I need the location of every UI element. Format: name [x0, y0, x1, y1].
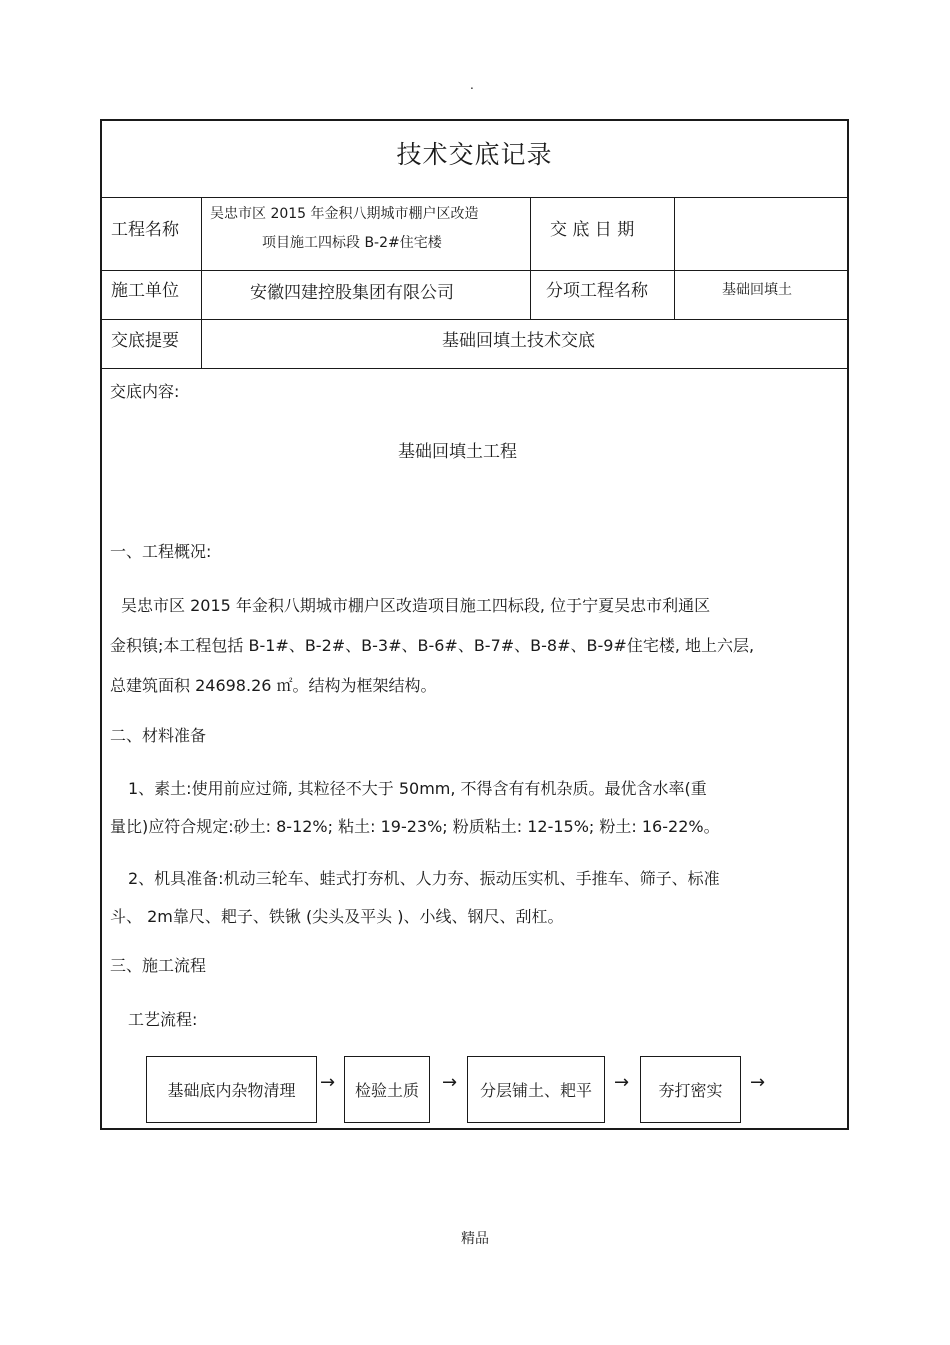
section-1-line2: 金积镇;本工程包括 B-1#、B-2#、B-3#、B-6#、B-7#、B-8#、B-9#住宅楼, 地上六层,: [110, 636, 755, 655]
content-heading: 基础回填土工程: [398, 442, 517, 462]
contractor-label: 施工单位: [111, 281, 179, 301]
section-3-title: 三、施工流程: [110, 956, 207, 975]
page-footer: 精品: [461, 1231, 489, 1247]
project-name-line2: 项目施工四标段 B-2#住宅楼: [262, 235, 442, 251]
section-2-para1-line1: 1、素土:使用前应过筛, 其粒径不大于 50mm, 不得含有有机杂质。最优含水率(重: [128, 779, 707, 798]
col-divider: [530, 197, 531, 319]
project-name-line1: 吴忠市区 2015 年金积八期城市棚户区改造: [210, 206, 479, 222]
content-label: 交底内容:: [110, 382, 180, 401]
col-divider: [201, 197, 202, 368]
flow-step-layered-spreading: 分层铺土、耙平: [467, 1056, 605, 1123]
col-divider: [674, 197, 675, 319]
flow-label: 工艺流程:: [128, 1010, 198, 1029]
sub-project-value: 基础回填土: [722, 282, 792, 298]
contractor-value: 安徽四建控股集团有限公司: [250, 283, 454, 303]
flow-arrow: →: [442, 1072, 458, 1093]
flow-arrow: →: [320, 1072, 336, 1093]
flow-step-soil-inspection: 检验土质: [344, 1056, 430, 1123]
row-divider: [102, 197, 847, 198]
row-divider: [102, 270, 847, 271]
flow-arrow: →: [750, 1072, 766, 1093]
section-1-title: 一、工程概况:: [110, 542, 212, 561]
row-divider: [102, 368, 847, 369]
page-mark: .: [470, 78, 474, 92]
section-2-para2-line2: 斗、 2m靠尺、耙子、铁锹 (尖头及平头 )、小线、钢尺、刮杠。: [110, 907, 564, 926]
flow-step-compaction: 夯打密实: [640, 1056, 741, 1123]
flow-arrow: →: [614, 1072, 630, 1093]
section-2-para2-line1: 2、机具准备:机动三轮车、蛙式打夯机、人力夯、振动压实机、手推车、筛子、标准: [128, 869, 720, 888]
summary-value: 基础回填土技术交底: [442, 331, 595, 351]
summary-label: 交底提要: [111, 331, 179, 351]
document-title: 技术交底记录: [396, 140, 553, 169]
section-1-line3: 总建筑面积 24698.26 ㎡。结构为框架结构。: [110, 676, 437, 695]
sub-project-label: 分项工程名称: [546, 281, 648, 301]
section-2-para1-line2: 量比)应符合规定:砂土: 8-12%; 粘土: 19-23%; 粉质粘土: 12-15%; 粉土: 16-22%。: [110, 817, 720, 836]
date-label: 交 底 日 期: [550, 220, 635, 240]
section-2-title: 二、材料准备: [110, 726, 207, 745]
row-divider: [102, 319, 847, 320]
flow-step-debris-clearing: 基础底内杂物清理: [146, 1056, 317, 1123]
project-name-label: 工程名称: [111, 220, 179, 240]
section-1-line1: 吴忠市区 2015 年金积八期城市棚户区改造项目施工四标段, 位于宁夏吴忠市利通区: [121, 596, 711, 615]
disclosure-record-form: [100, 119, 849, 1130]
